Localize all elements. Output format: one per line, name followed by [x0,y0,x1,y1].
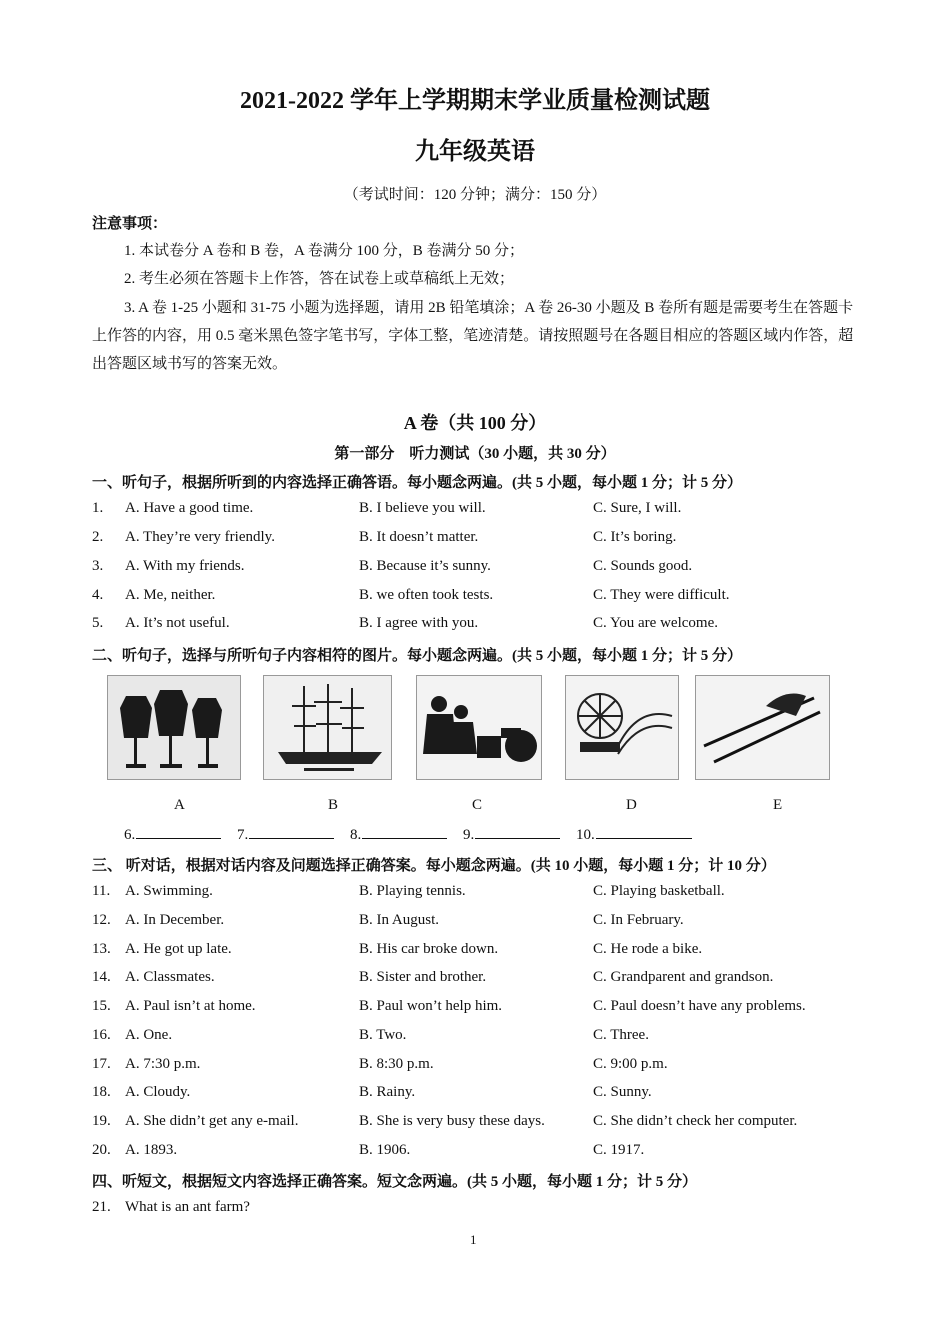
option-b: B. I believe you will. [359,500,486,516]
question-number: 2. [92,529,104,545]
exam-info: （考试时间：120 分钟；满分：150 分） [343,187,607,203]
option-a: A. Swimming. [125,883,213,899]
option-b: B. Rainy. [359,1084,416,1100]
question-number: 18. [92,1084,111,1100]
section4-heading: 四、听短文，根据短文内容选择正确答案。短文念两遍。(共 5 小题，每小题 1 分；计 5 分） [92,1174,697,1190]
blank-number: 8. [350,827,362,843]
option-a: A. 1893. [125,1142,178,1158]
question-number: 12. [92,912,111,928]
answer-blank[interactable] [576,824,692,844]
option-a: A. Classmates. [125,969,215,985]
option-a: A. She didn’t get any e-mail. [125,1113,299,1129]
option-c: C. Three. [593,1027,649,1043]
option-b: B. Paul won’t help him. [359,998,503,1014]
option-c: C. Playing basketball. [593,883,725,899]
option-c: C. Sunny. [593,1084,652,1100]
section1-heading: 一、听句子，根据所听到的内容选择正确答语。每小题念两遍。(共 5 小题，每小题 1 分；计 5 分） [92,475,742,491]
question-number: 17. [92,1056,111,1072]
blank-number: 10. [576,827,595,843]
option-a: A. He got up late. [125,941,232,957]
answer-blank[interactable] [463,824,560,844]
question-number: 21. [92,1199,111,1215]
option-b: B. 8:30 p.m. [359,1056,434,1072]
option-a: A. Paul isn’t at home. [125,998,256,1014]
option-a: A. Cloudy. [125,1084,191,1100]
notes-heading: 注意事项： [92,216,168,232]
question-number: 3. [92,558,104,574]
section2-heading: 二、听句子，选择与所听句子内容相符的图片。每小题念两遍。(共 5 小题，每小题 1 分；计 5 分） [92,648,742,664]
option-b: B. In August. [359,912,440,928]
picture-d-amusement-park [565,675,679,780]
option-b: B. 1906. [359,1142,411,1158]
option-c: C. 9:00 p.m. [593,1056,668,1072]
note-item: 3. A 卷 1-25 小题和 31-75 小题为选择题，请用 2B 铅笔填涂；A 卷 26-30 小题及 B 卷所有题是需要考生在答题卡上作答的内容，用 0.5 毫米黑色签字笔书写，字体工整，笔迹清楚。请按照题号在各题目相应的答题区域内作答，超出答题区域书写的答案无效。 [92,300,854,372]
question-number: 14. [92,969,111,985]
option-a: A. They’re very friendly. [125,529,275,545]
option-c: C. 1917. [593,1142,645,1158]
option-c: C. He rode a bike. [593,941,703,957]
note-item: 2. 考生必须在答题卡上作答，答在试卷上或草稿纸上无效； [124,271,515,287]
option-b: B. we often took tests. [359,587,494,603]
blank-number: 9. [463,827,475,843]
option-b: B. Playing tennis. [359,883,466,899]
blank-number: 7. [237,827,249,843]
section3-heading: 三、 听对话，根据对话内容及问题选择正确答案。每小题念两遍。(共 10 小题，每小题 1 分；计 10 分） [92,858,776,874]
option-c: C. She didn’t check her computer. [593,1113,798,1129]
option-a: A. It’s not useful. [125,615,230,631]
question-number: 20. [92,1142,111,1158]
question-number: 16. [92,1027,111,1043]
option-b: B. His car broke down. [359,941,499,957]
option-c: C. In February. [593,912,684,928]
option-c: C. It’s boring. [593,529,677,545]
exam-subject: 九年级英语 [415,139,535,165]
option-a: A. With my friends. [125,558,245,574]
exam-title: 2021-2022 学年上学期期末学业质量检测试题 [240,88,710,114]
question-text: What is an ant farm? [125,1199,250,1215]
page-number: 1 [470,1232,477,1247]
picture-label-e: E [773,797,783,813]
option-c: C. You are welcome. [593,615,718,631]
answer-blank[interactable] [237,824,334,844]
option-b: B. Two. [359,1027,407,1043]
volume-a-heading: A 卷（共 100 分） [403,413,547,433]
option-b: B. I agree with you. [359,615,479,631]
option-b: B. It doesn’t matter. [359,529,479,545]
question-number: 1. [92,500,104,516]
question-number: 13. [92,941,111,957]
option-b: B. She is very busy these days. [359,1113,545,1129]
question-number: 4. [92,587,104,603]
picture-b-ship [263,675,392,780]
option-c: C. Sounds good. [593,558,693,574]
option-a: A. 7:30 p.m. [125,1056,201,1072]
option-a: A. Have a good time. [125,500,254,516]
option-c: C. They were difficult. [593,587,730,603]
picture-label-a: A [174,797,185,813]
blank-number: 6. [124,827,136,843]
picture-label-d: D [626,797,637,813]
picture-e-chopsticks [695,675,830,780]
option-a: A. One. [125,1027,173,1043]
question-number: 15. [92,998,111,1014]
question-number: 5. [92,615,104,631]
option-b: B. Because it’s sunny. [359,558,491,574]
picture-label-c: C [472,797,483,813]
picture-label-b: B [328,797,339,813]
answer-blank[interactable] [124,824,221,844]
question-number: 19. [92,1113,111,1129]
option-a: A. Me, neither. [125,587,216,603]
note-item: 1. 本试卷分 A 卷和 B 卷，A 卷满分 100 分，B 卷满分 50 分； [124,243,525,259]
option-c: C. Grandparent and grandson. [593,969,774,985]
part-one-heading: 第一部分 听力测试（30 小题，共 30 分） [334,446,616,462]
question-number: 11. [92,883,111,899]
answer-blank[interactable] [350,824,447,844]
picture-a-clothes [107,675,241,780]
option-b: B. Sister and brother. [359,969,487,985]
picture-c-people [416,675,542,780]
option-a: A. In December. [125,912,225,928]
option-c: C. Paul doesn’t have any problems. [593,998,806,1014]
option-c: C. Sure, I will. [593,500,682,516]
